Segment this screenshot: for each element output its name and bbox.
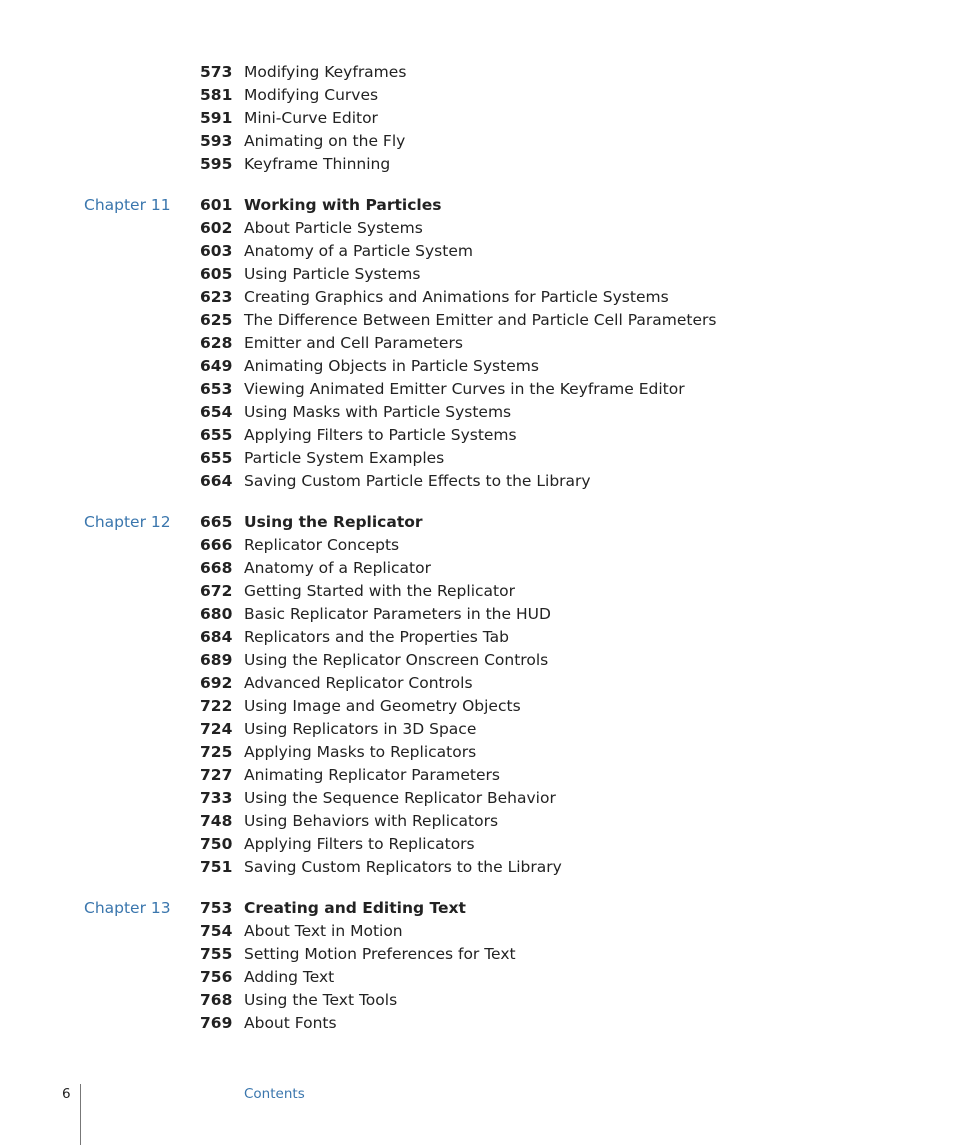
toc-entry-title: About Fonts <box>244 1014 337 1032</box>
toc-chapter-title: Working with Particles <box>244 196 442 214</box>
toc-entry-title: Animating Objects in Particle Systems <box>244 357 539 375</box>
toc-section-chapter-12 <box>0 511 954 879</box>
toc-entry-title: Anatomy of a Particle System <box>244 242 473 260</box>
toc-page-number: 605 <box>200 265 233 283</box>
toc-entry[interactable] <box>0 309 954 332</box>
toc-entry-title: Using the Replicator Onscreen Controls <box>244 651 549 669</box>
toc-entry-title: Applying Filters to Replicators <box>244 835 475 853</box>
toc-page-number: 581 <box>200 86 233 104</box>
toc-entry[interactable] <box>0 718 954 741</box>
toc-entry-title: Basic Replicator Parameters in the HUD <box>244 605 551 623</box>
toc-entry-title: The Difference Between Emitter and Particle Cell Parameters <box>244 311 717 329</box>
toc-entry-title: About Particle Systems <box>244 219 423 237</box>
footer-divider <box>80 1084 81 1145</box>
toc-entry[interactable] <box>0 1012 954 1035</box>
toc-entry-title: Creating Graphics and Animations for Particle Systems <box>244 288 669 306</box>
toc-page-number: 684 <box>200 628 233 646</box>
toc-entry-title: Emitter and Cell Parameters <box>244 334 463 352</box>
toc-entry[interactable] <box>0 603 954 626</box>
toc-page-number: 603 <box>200 242 233 260</box>
toc-entry[interactable] <box>0 764 954 787</box>
toc-page-number: 680 <box>200 605 233 623</box>
toc-entry[interactable] <box>0 263 954 286</box>
toc-page-number: 666 <box>200 536 233 554</box>
toc-entry[interactable] <box>0 557 954 580</box>
toc-entry-title: Viewing Animated Emitter Curves in the Keyframe Editor <box>244 380 685 398</box>
chapter-label: Chapter 11 <box>84 196 171 214</box>
footer-section-label: Contents <box>244 1086 305 1102</box>
toc-page-number: 751 <box>200 858 233 876</box>
toc-page-number: 722 <box>200 697 233 715</box>
toc-entry[interactable] <box>0 810 954 833</box>
toc-page-number: 653 <box>200 380 233 398</box>
toc-page-number: 727 <box>200 766 233 784</box>
toc-page-number: 769 <box>200 1014 233 1032</box>
toc-entry[interactable] <box>0 401 954 424</box>
toc-entry[interactable] <box>0 84 954 107</box>
toc-chapter-heading[interactable] <box>0 511 954 534</box>
toc-chapter-title: Using the Replicator <box>244 513 423 531</box>
toc-entry-title: Saving Custom Replicators to the Library <box>244 858 562 876</box>
toc-entry[interactable] <box>0 989 954 1012</box>
toc-page-number: 753 <box>200 899 233 917</box>
toc-page-number: 655 <box>200 426 233 444</box>
toc-entry[interactable] <box>0 943 954 966</box>
toc-page-number: 655 <box>200 449 233 467</box>
toc-entry[interactable] <box>0 741 954 764</box>
toc-entry[interactable] <box>0 130 954 153</box>
toc-entry[interactable] <box>0 470 954 493</box>
toc-page-number: 595 <box>200 155 233 173</box>
toc-entry[interactable] <box>0 966 954 989</box>
toc-page-number: 725 <box>200 743 233 761</box>
toc-entry[interactable] <box>0 672 954 695</box>
toc-entry[interactable] <box>0 920 954 943</box>
toc-entry[interactable] <box>0 240 954 263</box>
toc-section-continued <box>0 61 954 176</box>
toc-page-number: 628 <box>200 334 233 352</box>
toc-chapter-heading[interactable] <box>0 897 954 920</box>
toc-page-number: 755 <box>200 945 233 963</box>
chapter-label: Chapter 13 <box>84 899 171 917</box>
toc-entry[interactable] <box>0 378 954 401</box>
toc-page-number: 601 <box>200 196 233 214</box>
toc-entry-title: Using Masks with Particle Systems <box>244 403 512 421</box>
toc-entry[interactable] <box>0 534 954 557</box>
toc-entry-title: Saving Custom Particle Effects to the Library <box>244 472 591 490</box>
toc-entry-title: Using Particle Systems <box>244 265 421 283</box>
chapter-label: Chapter 12 <box>84 513 171 531</box>
toc-entry-title: Applying Filters to Particle Systems <box>244 426 517 444</box>
toc-entry[interactable] <box>0 695 954 718</box>
toc-page-number: 649 <box>200 357 233 375</box>
toc-entry[interactable] <box>0 286 954 309</box>
toc-entry-title: Modifying Curves <box>244 86 379 104</box>
toc-entry-title: Animating Replicator Parameters <box>244 766 500 784</box>
toc-entry[interactable] <box>0 856 954 879</box>
page-number: 6 <box>62 1086 71 1102</box>
toc-chapter-heading[interactable] <box>0 194 954 217</box>
toc-entry-title: Setting Motion Preferences for Text <box>244 945 516 963</box>
toc-page-number: 591 <box>200 109 233 127</box>
toc-entry[interactable] <box>0 580 954 603</box>
toc-entry-title: Using Behaviors with Replicators <box>244 812 499 830</box>
toc-page-number: 733 <box>200 789 233 807</box>
toc-entry-title: About Text in Motion <box>244 922 403 940</box>
toc-page-number: 573 <box>200 63 233 81</box>
toc-entry[interactable] <box>0 787 954 810</box>
toc-entry-title: Anatomy of a Replicator <box>244 559 431 577</box>
toc-entry-title: Modifying Keyframes <box>244 63 407 81</box>
toc-page-number: 756 <box>200 968 233 986</box>
toc-section-chapter-13 <box>0 897 954 1035</box>
toc-page-number: 623 <box>200 288 233 306</box>
toc-page-number: 593 <box>200 132 233 150</box>
toc-entry[interactable] <box>0 626 954 649</box>
toc-entry[interactable] <box>0 424 954 447</box>
toc-entry-title: Particle System Examples <box>244 449 445 467</box>
toc-page-number: 672 <box>200 582 233 600</box>
toc-page-number: 625 <box>200 311 233 329</box>
toc-page-number: 754 <box>200 922 233 940</box>
toc-entry-title: Advanced Replicator Controls <box>244 674 473 692</box>
toc-page-number: 748 <box>200 812 233 830</box>
toc-entry-title: Using Image and Geometry Objects <box>244 697 521 715</box>
toc-entry[interactable] <box>0 649 954 672</box>
toc-entry-title: Getting Started with the Replicator <box>244 582 515 600</box>
toc-entry-title: Replicators and the Properties Tab <box>244 628 509 646</box>
toc-section-chapter-11 <box>0 194 954 493</box>
table-of-contents <box>0 61 954 1053</box>
toc-page-number: 689 <box>200 651 233 669</box>
toc-entry-title: Applying Masks to Replicators <box>244 743 477 761</box>
toc-entry-title: Keyframe Thinning <box>244 155 391 173</box>
toc-entry-title: Using the Text Tools <box>244 991 398 1009</box>
toc-page-number: 602 <box>200 219 233 237</box>
toc-page-number: 768 <box>200 991 233 1009</box>
toc-entry[interactable] <box>0 153 954 176</box>
toc-entry-title: Replicator Concepts <box>244 536 400 554</box>
toc-page-number: 654 <box>200 403 233 421</box>
toc-entry[interactable] <box>0 332 954 355</box>
toc-page-number: 692 <box>200 674 233 692</box>
toc-entry[interactable] <box>0 447 954 470</box>
toc-page-number: 665 <box>200 513 233 531</box>
toc-entry-title: Using the Sequence Replicator Behavior <box>244 789 556 807</box>
toc-entry[interactable] <box>0 833 954 856</box>
toc-page-number: 668 <box>200 559 233 577</box>
toc-page-number: 750 <box>200 835 233 853</box>
toc-entry-title: Adding Text <box>244 968 335 986</box>
toc-page-number: 664 <box>200 472 233 490</box>
toc-chapter-title: Creating and Editing Text <box>244 899 466 917</box>
toc-entry[interactable] <box>0 61 954 84</box>
toc-entry[interactable] <box>0 355 954 378</box>
toc-entry[interactable] <box>0 107 954 130</box>
toc-entry-title: Animating on the Fly <box>244 132 406 150</box>
toc-page-number: 724 <box>200 720 233 738</box>
toc-entry[interactable] <box>0 217 954 240</box>
toc-entry-title: Mini-Curve Editor <box>244 109 378 127</box>
toc-entry-title: Using Replicators in 3D Space <box>244 720 477 738</box>
